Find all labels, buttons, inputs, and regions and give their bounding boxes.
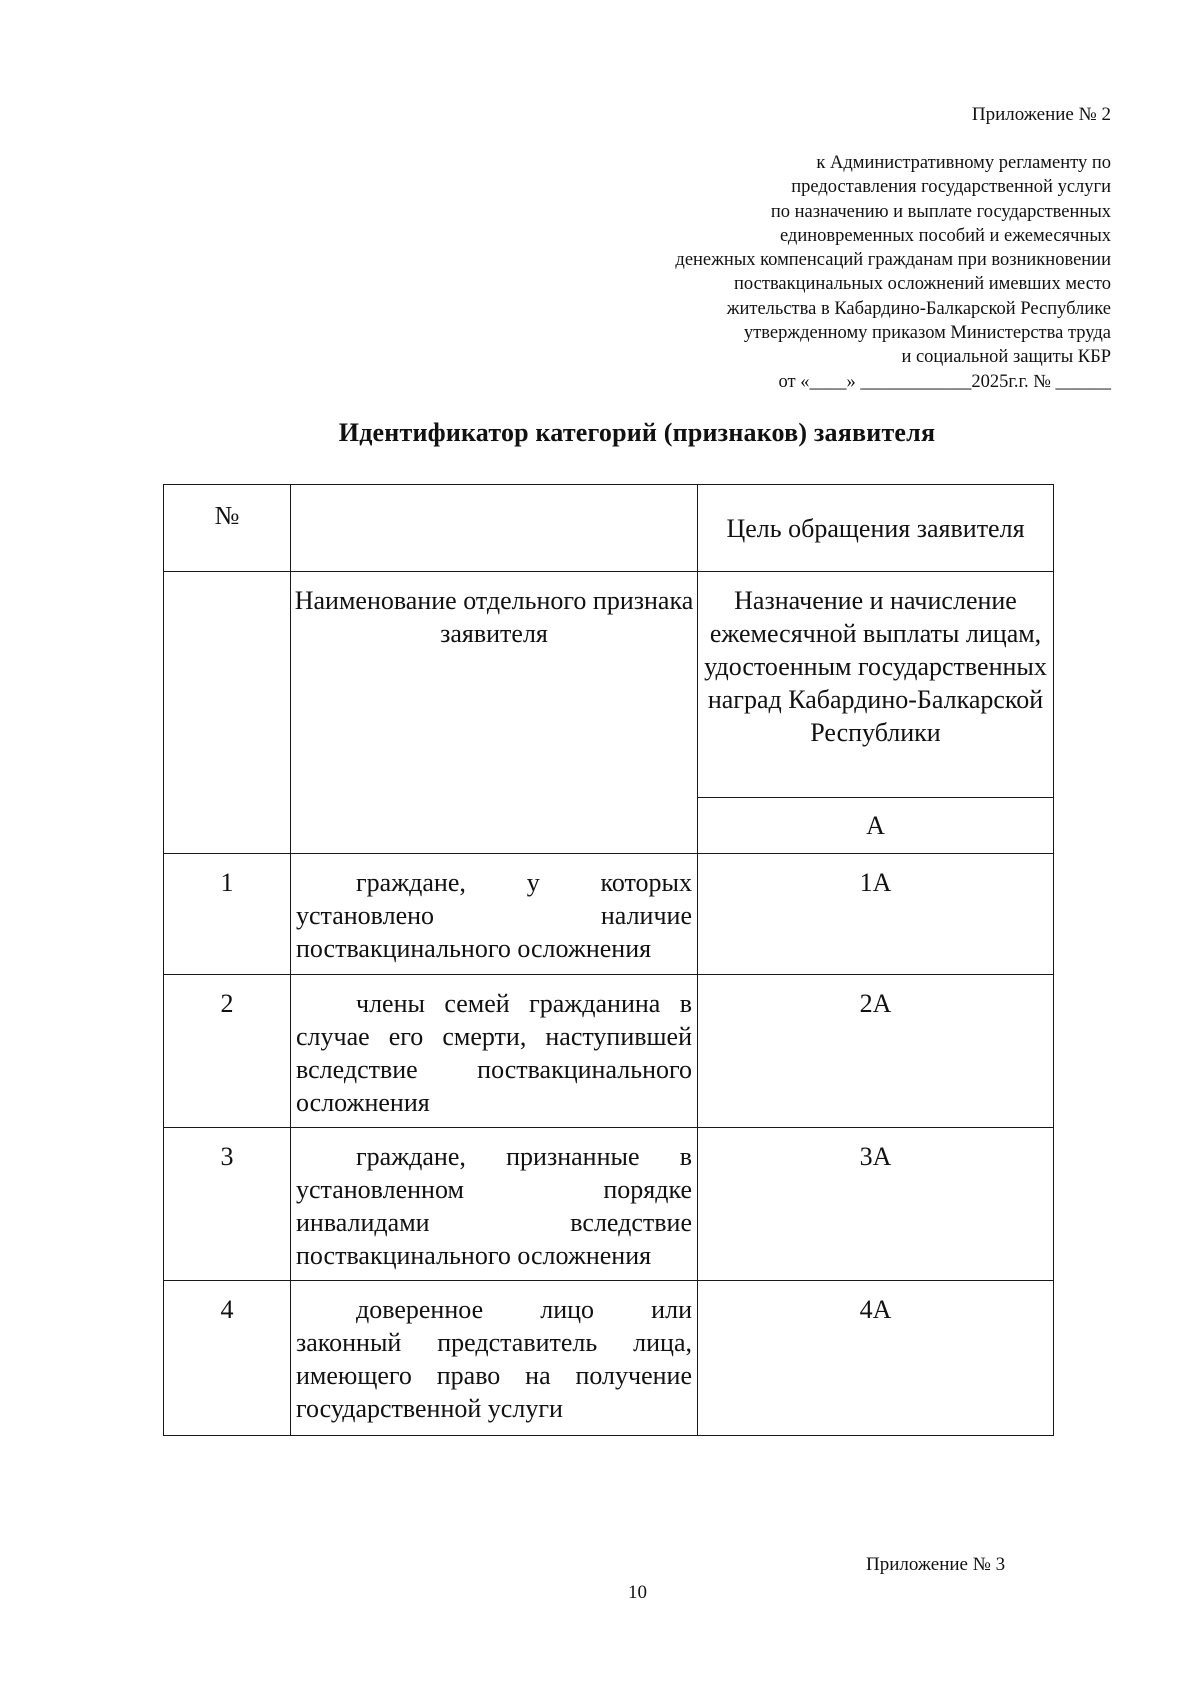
row-name-text: доверенное лицо или законный представитель лица, имеющего право на получение государственной услуги xyxy=(296,1295,692,1423)
regulation-reference xyxy=(551,151,1111,394)
row-name-text: члены семей гражданина в случае его смерти, наступившей вследствие поствакцинального осложнения xyxy=(296,989,692,1117)
regulation-line: и социальной защиты КБР xyxy=(901,347,1111,368)
regulation-line: по назначению и выплате государственных xyxy=(770,201,1111,222)
row-name-text: граждане, признанные в установленном порядке инвалидами вследствие поствакцинального осложнения xyxy=(296,1142,692,1270)
row-code: 3А xyxy=(698,1128,1054,1281)
row-number: 3 xyxy=(164,1128,291,1281)
next-annex-label: Приложение № 3 xyxy=(866,1554,1006,1575)
subheader-empty-cell xyxy=(164,572,291,854)
row-code: 2А xyxy=(698,975,1054,1128)
header-empty-cell xyxy=(291,485,698,572)
regulation-date-line: от «____» ____________2025г.г. № ______ xyxy=(778,371,1111,392)
table-row xyxy=(164,1128,1054,1281)
table-subheader-row xyxy=(164,572,1054,798)
table-row xyxy=(164,854,1054,975)
row-code: 1А xyxy=(698,854,1054,975)
applicant-category-table xyxy=(163,484,1054,1436)
regulation-line: единовременных пособий и ежемесячных xyxy=(779,225,1111,246)
regulation-line: к Административному регламенту по xyxy=(816,153,1111,173)
header-name-cell: Наименование отдельного признака заявителя xyxy=(291,572,698,854)
regulation-line: поствакцинальных осложнений имевших место xyxy=(734,274,1111,295)
document-title: Идентификатор категорий (признаков) заявителя xyxy=(338,418,936,447)
page-number: 10 xyxy=(628,1582,647,1603)
header-number-cell: № xyxy=(164,485,291,572)
regulation-line: предоставления государственной услуги xyxy=(791,177,1111,198)
regulation-line: утвержденному приказом Министерства труда xyxy=(743,323,1111,344)
row-number: 1 xyxy=(164,854,291,975)
row-name xyxy=(291,854,698,975)
row-name-text: граждане, у которых установлено наличие поствакцинального осложнения xyxy=(296,868,692,963)
table-row xyxy=(164,975,1054,1128)
row-name xyxy=(291,1281,698,1436)
row-number: 2 xyxy=(164,975,291,1128)
table-row xyxy=(164,1281,1054,1436)
regulation-line: жительства в Кабардино-Балкарской Республике xyxy=(726,298,1111,319)
row-name xyxy=(291,1128,698,1281)
goal-letter-cell: А xyxy=(698,798,1054,854)
table-header-row xyxy=(164,485,1054,572)
row-code: 4А xyxy=(698,1281,1054,1436)
goal-description-cell: Назначение и начисление ежемесячной выплаты лицам, удостоенным государственных наград Кабардино-Балкарской Республики xyxy=(698,572,1054,798)
row-name xyxy=(291,975,698,1128)
header-goal-cell: Цель обращения заявителя xyxy=(698,485,1054,572)
row-number: 4 xyxy=(164,1281,291,1436)
regulation-line: денежных компенсаций гражданам при возникновении xyxy=(675,250,1111,271)
annex-label: Приложение № 2 xyxy=(971,104,1111,125)
